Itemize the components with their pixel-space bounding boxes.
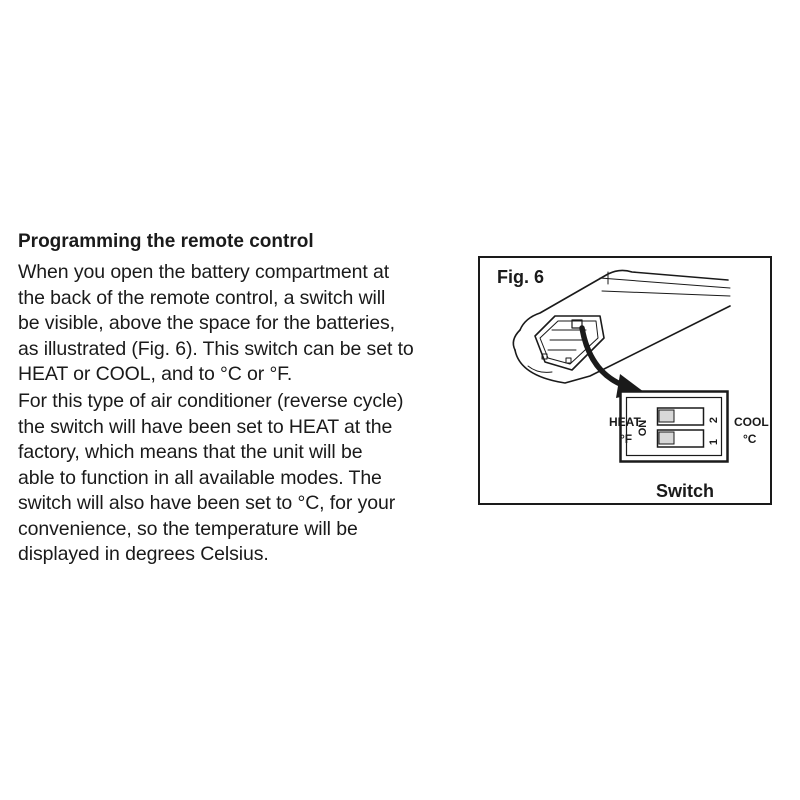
section-heading: Programming the remote control bbox=[18, 231, 314, 252]
celsius-label: °C bbox=[743, 432, 757, 446]
on-label: ON bbox=[637, 419, 649, 437]
cool-label: COOL bbox=[734, 415, 769, 429]
remote-control-icon bbox=[513, 270, 730, 383]
paragraph-line: the back of the remote control, a switch will bbox=[18, 286, 386, 309]
paragraph-line: able to function in all available modes. The bbox=[18, 466, 382, 489]
paragraph-line: factory, which means that the unit will be bbox=[18, 441, 363, 463]
paragraph-line: the switch will have been set to HEAT at the bbox=[18, 415, 393, 438]
remote-control-illustration bbox=[480, 258, 769, 502]
switch-caption: Switch bbox=[656, 481, 715, 501]
switch-position-1: 1 bbox=[708, 438, 720, 446]
paragraph-line: as illustrated (Fig. 6). This switch can be set to bbox=[18, 337, 414, 360]
paragraph-battery-compartment bbox=[18, 260, 468, 388]
fahrenheit-label: °F bbox=[620, 432, 633, 446]
paragraph-line: convenience, so the temperature will be bbox=[18, 517, 358, 540]
paragraph-line: be visible, above the space for the batteries, bbox=[18, 312, 395, 334]
paragraph-line: displayed in degrees Celsius. bbox=[18, 543, 269, 565]
figure-label: Fig. 6 bbox=[497, 267, 545, 287]
arrow-icon bbox=[582, 328, 644, 398]
switch-position-2: 2 bbox=[708, 416, 720, 424]
paragraph-line: For this type of air conditioner (reverse cycle) bbox=[18, 390, 404, 412]
paragraph-factory-setting bbox=[18, 389, 468, 568]
figure-6 bbox=[478, 256, 772, 505]
paragraph-line: When you open the battery compartment at bbox=[18, 261, 390, 283]
heat-label: HEAT bbox=[609, 415, 641, 429]
paragraph-line: HEAT or COOL, and to °C or °F. bbox=[18, 363, 293, 385]
paragraph-line: switch will also have been set to °C, for your bbox=[18, 492, 396, 514]
